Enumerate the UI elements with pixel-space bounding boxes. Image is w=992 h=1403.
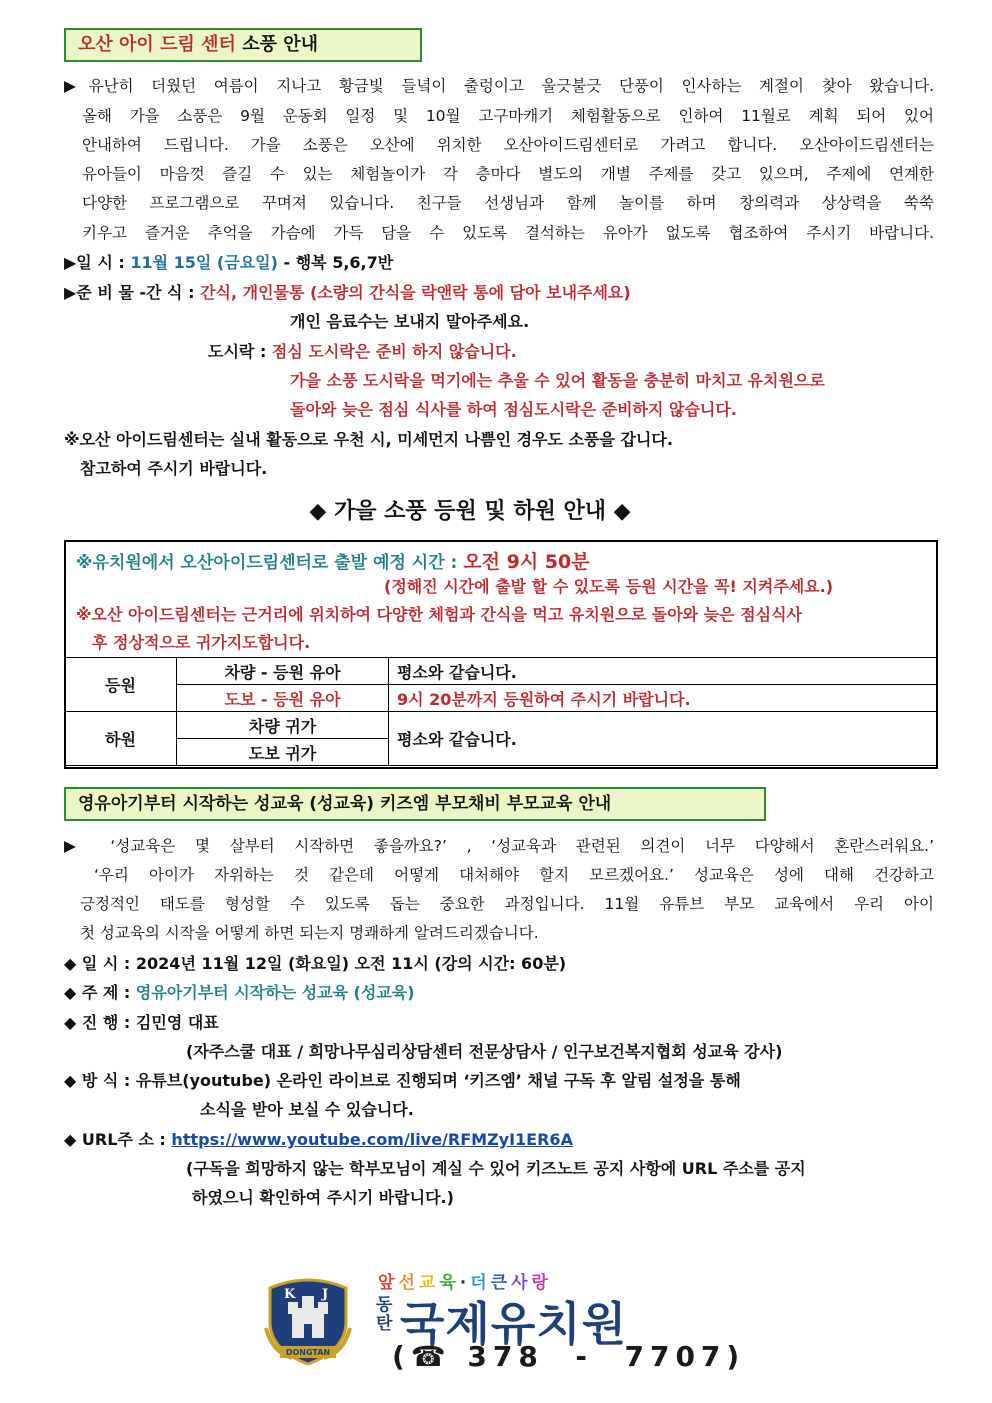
return-note-2: 후 정상적으로 귀가지도합니다. xyxy=(92,633,311,652)
prep-label: ▶준 비 물 -간 식 : xyxy=(64,283,195,302)
school-phone: (☎ 378 - 7707) xyxy=(392,1340,746,1373)
prep-row xyxy=(64,280,631,303)
intro-line-2: 올해 가을 소풍은 9월 운동회 일정 및 10월 고구마캐기 체험활동으로 인하여 11월로 계획 되어 있어 xyxy=(82,107,934,125)
departure-note: 평소와 같습니다. xyxy=(389,712,938,766)
walk-departure: 도보 귀가 xyxy=(177,739,389,766)
section3-title: 영유아기부터 시작하는 성교육 (성교육) 키즈엠 부모채비 부모교육 안내 xyxy=(64,787,766,821)
depart-note: (정해진 시간에 출발 할 수 있도록 등원 시간을 꼭! 지켜주세요.) xyxy=(384,577,834,596)
edu-line-3: 긍정적인 태도를 형성할 수 있도록 돕는 중요한 과정입니다. 11월 유튜브 부모 교육에서 우리 아이 xyxy=(80,895,934,913)
svg-text:J: J xyxy=(322,1287,329,1302)
prep-value-2: 개인 음료수는 보내지 말아주세요. xyxy=(290,312,530,331)
walk-arrival: 도보 - 등원 유아 xyxy=(177,685,389,712)
edu-url-note-1: (구독을 희망하지 않는 학부모님이 계실 수 있어 키즈노트 공지 사항에 URL 주소를 공지 xyxy=(186,1159,806,1178)
edu-host-detail: (자주스쿨 대표 / 희망나무심리상담센터 전문상담사 / 인구보건복지협회 성교육 강사) xyxy=(186,1042,783,1061)
arrival-header: 등원 xyxy=(65,658,177,712)
car-departure: 차량 귀가 xyxy=(177,712,389,739)
edu-topic-row xyxy=(64,980,415,1003)
depart-time: 오전 9시 50분 xyxy=(463,551,590,573)
depart-row xyxy=(76,547,590,574)
walk-arrival-note: 9시 20분까지 등원하여 주시기 바랍니다. xyxy=(389,685,938,712)
intro-line-4: 유아들이 마음껏 즐길 수 있는 체험놀이가 각 층마다 별도의 개별 주제를 갖고 있으며, 주제에 연계한 xyxy=(82,165,934,183)
school-name-small: 동탄 xyxy=(376,1295,393,1334)
edu-line-2: ‘우리 아이가 자위하는 것 같은데 어떻게 대처해야 할지 모르겠어요.’ 성교육은 성에 대해 건강하고 xyxy=(94,866,934,884)
slogan-char: 랑 xyxy=(531,1273,552,1293)
school-name: 국제유치원 xyxy=(400,1297,628,1351)
return-note-1: ※오산 아이드림센터는 근거리에 위치하여 다양한 체험과 간식을 먹고 유치원으로 돌아와 늦은 점심식사 xyxy=(76,605,802,624)
svg-text:K: K xyxy=(284,1287,296,1302)
slogan-char: 더 xyxy=(470,1273,491,1293)
schedule-table xyxy=(64,657,938,766)
edu-method-value: 유튜브(youtube) 온라인 라이브로 진행되며 ‘키즈엠’ 채널 구독 후 알림 설정을 통해 xyxy=(135,1071,741,1090)
slogan-char: · xyxy=(459,1273,471,1293)
intro-line-6: 키우고 즐거운 추억을 가슴에 가득 담을 수 있도록 결석하는 유아가 없도록 협조하여 주시기 바랍니다. xyxy=(82,224,934,242)
section1-title-text: 소풍 안내 xyxy=(242,34,319,55)
date-value: 11월 15일 (금요일) xyxy=(130,253,278,272)
rain-note-2: 참고하여 주시기 바랍니다. xyxy=(80,459,268,478)
edu-url-note-2: 하였으니 확인하여 주시기 바랍니다.) xyxy=(192,1188,454,1207)
rain-note: ※오산 아이드림센터는 실내 활동으로 우천 시, 미세먼지 나쁨인 경우도 소풍을 갑니다. xyxy=(64,430,673,449)
lunch-value-3: 돌아와 늦은 점심 식사를 하여 점심도시락은 준비하지 않습니다. xyxy=(290,400,737,419)
edu-url-row xyxy=(64,1127,573,1150)
date-suffix: - 행복 5,6,7반 xyxy=(283,253,394,272)
edu-host-value: 김민영 대표 xyxy=(135,1013,219,1032)
edu-host-row xyxy=(64,1010,219,1033)
lunch-value-2: 가을 소풍 도시락을 먹기에는 추울 수 있어 활동을 충분히 마치고 유치원으로 xyxy=(290,371,825,390)
slogan-char: 교 xyxy=(418,1273,440,1293)
youtube-link[interactable]: https://www.youtube.com/live/RFMZyI1ER6A xyxy=(171,1130,573,1149)
edu-method-row xyxy=(64,1068,741,1091)
prep-value: 간식, 개인물통 (소량의 간식을 락앤락 통에 담아 보내주세요) xyxy=(200,283,631,302)
edu-line-1: ▶ ‘성교육은 몇 살부터 시작하면 좋을까요?’ , ‘성교육과 관련된 의견이 너무 다양해서 혼란스러워요.’ xyxy=(64,837,934,855)
slogan-char: 큰 xyxy=(490,1273,512,1293)
school-logo xyxy=(262,1268,354,1368)
edu-topic-label: ◆ 주 제 : xyxy=(64,983,131,1002)
lunch-value-1: 점심 도시락은 준비 하지 않습니다. xyxy=(271,342,517,361)
intro-line-5: 다양한 프로그램으로 꾸며져 있습니다. 친구들 선생님과 함께 놀이를 하며 창의력과 상상력을 쑥쑥 xyxy=(82,194,934,212)
edu-method-label: ◆ 방 식 : xyxy=(64,1071,131,1090)
section1-title-place: 오산 아이 드림 센터 xyxy=(78,34,236,55)
edu-url-label: ◆ URL주 소 : xyxy=(64,1130,166,1149)
slogan-char: 육 xyxy=(439,1273,460,1293)
edu-date-value: 2024년 11월 12일 (화요일) 오전 11시 (강의 시간: 60분) xyxy=(135,954,567,973)
edu-date-row xyxy=(64,951,566,974)
slogan-char: 선 xyxy=(398,1273,419,1293)
intro-line-1: ▶유난히 더웠던 여름이 지나고 황금빛 들녘이 출렁이고 울긋불긋 단풍이 인사하는 계절이 찾아 왔습니다. xyxy=(64,77,934,95)
intro-line-3: 안내하여 드립니다. 가을 소풍은 오산에 위치한 오산아이드림센터로 가려고 합니다. 오산아이드림센터는 xyxy=(82,136,934,154)
edu-topic-value: 영유아기부터 시작하는 성교육 (성교육) xyxy=(135,983,415,1002)
slogan-char: 앞 xyxy=(378,1273,399,1293)
depart-label: ※유치원에서 오산아이드림센터로 출발 예정 시간 : xyxy=(76,553,458,573)
lunch-label: 도시락 : xyxy=(208,342,267,361)
section2-title: ◆ 가을 소풍 등원 및 하원 안내 ◆ xyxy=(309,499,631,524)
section1-title xyxy=(64,28,422,62)
date-label: ▶일 시 : xyxy=(64,253,125,272)
logo-caption: DONGTAN xyxy=(285,1348,331,1357)
slogan-char: 사 xyxy=(511,1273,532,1293)
table-row xyxy=(65,685,938,712)
car-arrival: 차량 - 등원 유아 xyxy=(177,658,389,685)
edu-host-label: ◆ 진 행 : xyxy=(64,1013,131,1032)
lunch-row xyxy=(208,339,517,362)
departure-header: 하원 xyxy=(65,712,177,766)
table-row xyxy=(65,712,938,739)
table-row xyxy=(65,658,938,685)
edu-line-4: 첫 성교육의 시작을 어떻게 하면 되는지 명쾌하게 알려드리겠습니다. xyxy=(80,924,539,942)
edu-method-value-2: 소식을 받아 보실 수 있습니다. xyxy=(200,1100,414,1119)
date-row xyxy=(64,250,393,273)
car-arrival-note: 평소와 같습니다. xyxy=(389,658,938,685)
edu-date-label: ◆ 일 시 : xyxy=(64,954,131,973)
